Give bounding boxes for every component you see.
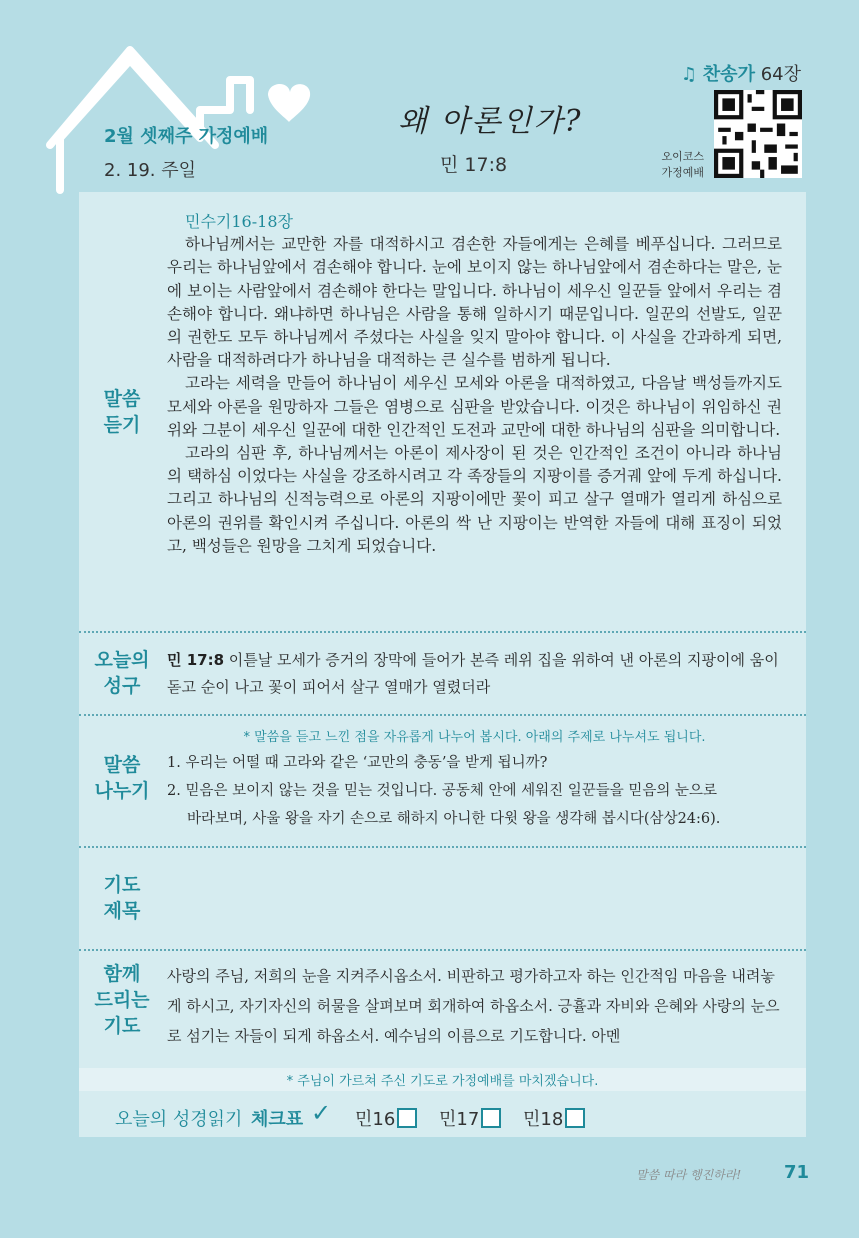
checklist-label: 오늘의 성경읽기 [115,1109,243,1130]
sermon-label-line-2: 듣기 [103,414,141,436]
verse-ref: 민 17:8 [167,651,225,669]
checklist-item-1[interactable] [355,1105,417,1131]
share-label [79,752,165,804]
checkbox[interactable] [397,1108,417,1128]
checkbox[interactable] [565,1108,585,1128]
prayer-label-line-3: 기도 [103,1015,141,1037]
share-label-line-2: 나누기 [94,780,150,802]
qr-code-icon[interactable] [714,90,802,178]
qr-caption-line-1: 오이코스 [661,150,704,163]
scripture-ref: 민 17:8 [440,154,508,176]
verse-section [79,633,806,716]
prayer-label-line-2: 드리는 [94,989,150,1011]
verse-label-line-1: 오늘의 [94,649,150,671]
date-label: 2. 19. 주일 [104,160,197,181]
question-2: 2. 믿음은 보이지 않는 것을 믿는 것입니다. 공동체 안에 세워진 일꾼들을 믿음의 눈으로 [167,783,717,800]
music-note-icon: ♫ [680,64,698,85]
prayer-body: 사랑의 주님, 저희의 눈을 지켜주시옵소서. 비판하고 평가하고자 하는 인간적임 마음을 내려놓게 하시고, 자기자신의 허물을 살펴보며 회개하여 하옵소서. 긍휼과 자비와 은혜와 사랑의 눈으로 섬기는 자들이 되게 하옵소서. 예수님의 이름으로 기도합니다. 아멘 [167,967,780,1045]
hymn-title: 찬송가 [702,64,755,85]
prayer-topics-label [79,872,165,924]
checklist-item-3[interactable] [523,1105,585,1131]
checklist-item-2-label: 민17 [439,1109,480,1130]
verse-text: 이튿날 모세가 증거의 장막에 들어가 본즉 레위 집을 위하여 낸 아론의 지팡이에 움이 돋고 순이 나고 꽃이 피어서 살구 열매가 열렸더라 [167,651,779,696]
hymn-number: 64장 [760,64,801,85]
checklist-item-3-label: 민18 [523,1109,564,1130]
checklist-item-2[interactable] [439,1105,501,1131]
sermon-paragraph: 고라는 세력을 만들어 하나님이 세우신 모세와 아론을 대적하였고, 다음날 백성들까지도 모세와 아론을 원망하자 그들은 염병으로 심판을 받았습니다. 이것은 하나님이 위임하신 권위와 그분이 세우신 일꾼에 대한 인간적인 도전과 교만에 대한 하나님의 심판을 의미합니다. [167,374,782,439]
closing-note: * 주님이 가르쳐 주신 기도로 가정예배를 마치겠습니다. [79,1068,806,1091]
checklist-item-1-label: 민16 [355,1109,396,1130]
week-label: 2월 셋째주 가정예배 [104,126,269,147]
sermon-label [79,386,165,438]
qr-caption [644,149,704,181]
question-2-cont: 바라보며, 사울 왕을 자기 손으로 해하지 아니한 다윗 왕을 생각해 봅시다(삼상24:6). [187,811,721,828]
share-label-line-1: 말씀 [103,754,141,776]
page-title: 왜 아론인가? [398,104,583,139]
question-list [167,749,782,833]
qr-caption-line-2: 가정예배 [661,166,704,179]
verse-label [79,647,165,699]
prayer-topics-label-line-1: 기도 [103,874,141,896]
page-number: 71 [784,1162,810,1183]
sermon-paragraph: 하나님께서는 교만한 자를 대적하시고 겸손한 자들에게는 은혜를 베푸십니다. 그러므로 우리는 하나님앞에서 겸손해야 합니다. 눈에 보이지 않는 하나님앞에서 겸손하다는 말은, 눈에 보이는 사람앞에서 겸손해야 한다는 말입니다. 하나님이 세우신 일꾼들 앞에서 우리는 겸손해야 합니다. 왜냐하면 하나님은 사람을 통해 일하시기 때문입니다. 일꾼의 선발도, 일꾼의 권한도 모두 하나님께서 주셨다는 사실을 잊지 말아야 합니다. 이 사실을 간과하게 되면, 사람을 대적하려다가 하나님을 대적하는 큰 실수를 범하게 됩니다. [167,235,782,370]
hymn-label [681,60,801,86]
sermon-body [167,210,782,558]
sermon-section [79,200,806,633]
prayer-section [79,951,806,1057]
verse-body [167,647,782,701]
prayer-topics-section [79,848,806,951]
question-1: 1. 우리는 어떨 때 고라와 같은 ‘교만의 충동’을 받게 됩니까? [167,755,548,772]
checklist-bold: 체크표 [251,1109,304,1130]
share-body [167,726,782,833]
footer-slogan: 말씀 따라 행진하라! [636,1168,742,1182]
verse-label-line-2: 성구 [103,675,141,697]
share-note: * 말씀을 듣고 느낀 점을 자유롭게 나누어 봅시다. 아래의 주제로 나누셔도 됩니다. [243,730,706,745]
reading-checklist [79,1097,806,1137]
share-section [79,716,806,848]
prayer-label-line-1: 함께 [103,963,141,985]
prayer-topics-label-line-2: 제목 [103,900,141,922]
sermon-paragraph: 고라의 심판 후, 하나님께서는 아론이 제사장이 된 것은 인간적인 조건이 아니라 하나님의 택하심 이었다는 사실을 강조하시려고 각 족장들의 지팡이를 증거궤 앞에 두게 하십니다. 그리고 하나님의 신적능력으로 아론의 지팡이에만 꽃이 피고 살구 열매가 열리게 하심으로 아론의 권위를 확인시켜 주십니다. 아론의 싹 난 지팡이는 반역한 자들에 대해 표징이 되었고, 백성들은 원망을 그치게 되었습니다. [167,444,782,555]
prayer-label [79,961,165,1039]
passage-ref: 민수기16-18장 [185,212,293,231]
checkmark-icon: ✓ [311,1099,332,1127]
checkbox[interactable] [481,1108,501,1128]
sermon-label-line-1: 말씀 [103,388,141,410]
